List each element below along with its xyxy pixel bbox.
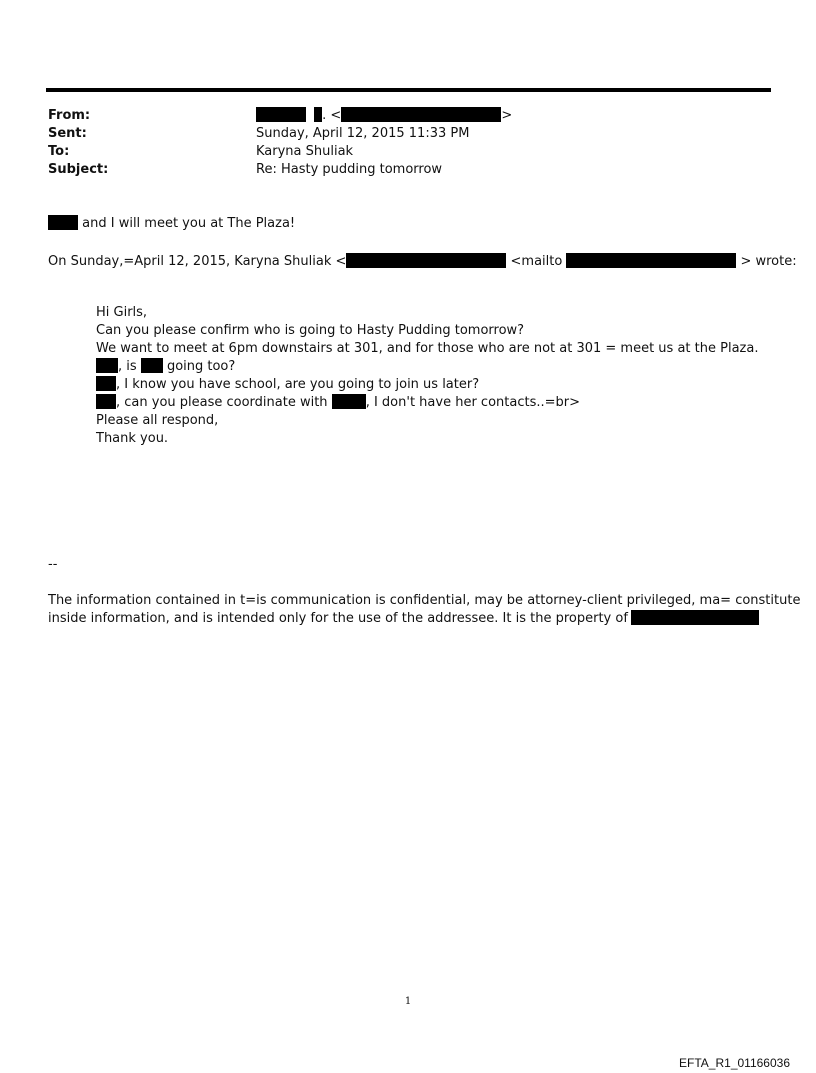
quote-fragment: , can you please coordinate with <box>116 395 328 410</box>
sent-label: Sent: <box>48 126 87 141</box>
mailto-text: <mailto <box>510 254 563 269</box>
redaction-block <box>141 358 163 373</box>
redaction-block <box>566 253 736 268</box>
wrote-text: > wrote: <box>740 254 797 269</box>
from-lt: < <box>330 108 342 123</box>
redaction-block <box>96 394 116 409</box>
subject-value: Re: Hasty pudding tomorrow <box>256 162 443 177</box>
reply-line <box>48 215 295 233</box>
quote-line: We want to meet at 6pm downstairs at 301, and for those who are not at 301 = meet us at the Plaza. <box>96 341 759 356</box>
redaction-block <box>341 107 501 122</box>
from-value <box>256 107 512 125</box>
redaction-block <box>346 253 506 268</box>
quote-greeting: Hi Girls, <box>96 305 148 320</box>
reply-text: and I will meet you at The Plaza! <box>82 216 296 231</box>
quote-line <box>96 376 758 394</box>
quote-line <box>96 394 758 412</box>
quoted-attribution <box>48 253 797 271</box>
from-separator: . <box>322 108 327 123</box>
quote-signoff: Thank you. <box>96 431 169 446</box>
attribution-text: On Sunday,=April 12, 2015, Karyna Shuliak < <box>48 254 347 269</box>
signature-dashes: -- <box>48 557 58 572</box>
header-rule <box>46 88 771 92</box>
quote-fragment: , I know you have school, are you going to join us later? <box>116 377 480 392</box>
quote-fragment: going too? <box>166 359 236 374</box>
disclaimer-line-1: The information contained in t=is communication is confidential, may be attorney-client privileged, ma= constitute <box>48 593 801 608</box>
quote-line: Please all respond, <box>96 413 219 428</box>
redaction-block <box>96 358 118 373</box>
disclaimer-line-2 <box>48 610 759 628</box>
quote-fragment: , is <box>118 359 137 374</box>
page-number: 1 <box>404 996 412 1007</box>
subject-label: Subject: <box>48 162 109 177</box>
disclaimer-text: inside information, and is intended only for the use of the addressee. It is the property of <box>48 611 628 626</box>
document-id: EFTA_R1_01166036 <box>679 1056 790 1070</box>
from-gt: > <box>501 108 513 123</box>
quoted-message <box>96 304 758 448</box>
redaction-block <box>96 376 116 391</box>
quote-line: Can you please confirm who is going to Hasty Pudding tomorrow? <box>96 323 525 338</box>
quote-fragment: , I don't have her contacts..=br> <box>365 395 580 410</box>
redaction-block <box>48 215 78 230</box>
quote-line <box>96 358 758 376</box>
redaction-block <box>332 394 366 409</box>
to-value: Karyna Shuliak <box>256 144 354 159</box>
sent-value: Sunday, April 12, 2015 11:33 PM <box>256 126 470 141</box>
from-label: From: <box>48 108 91 123</box>
to-label: To: <box>48 144 70 159</box>
redaction-block <box>631 610 759 625</box>
redaction-block <box>256 107 306 122</box>
redaction-block <box>314 107 322 122</box>
